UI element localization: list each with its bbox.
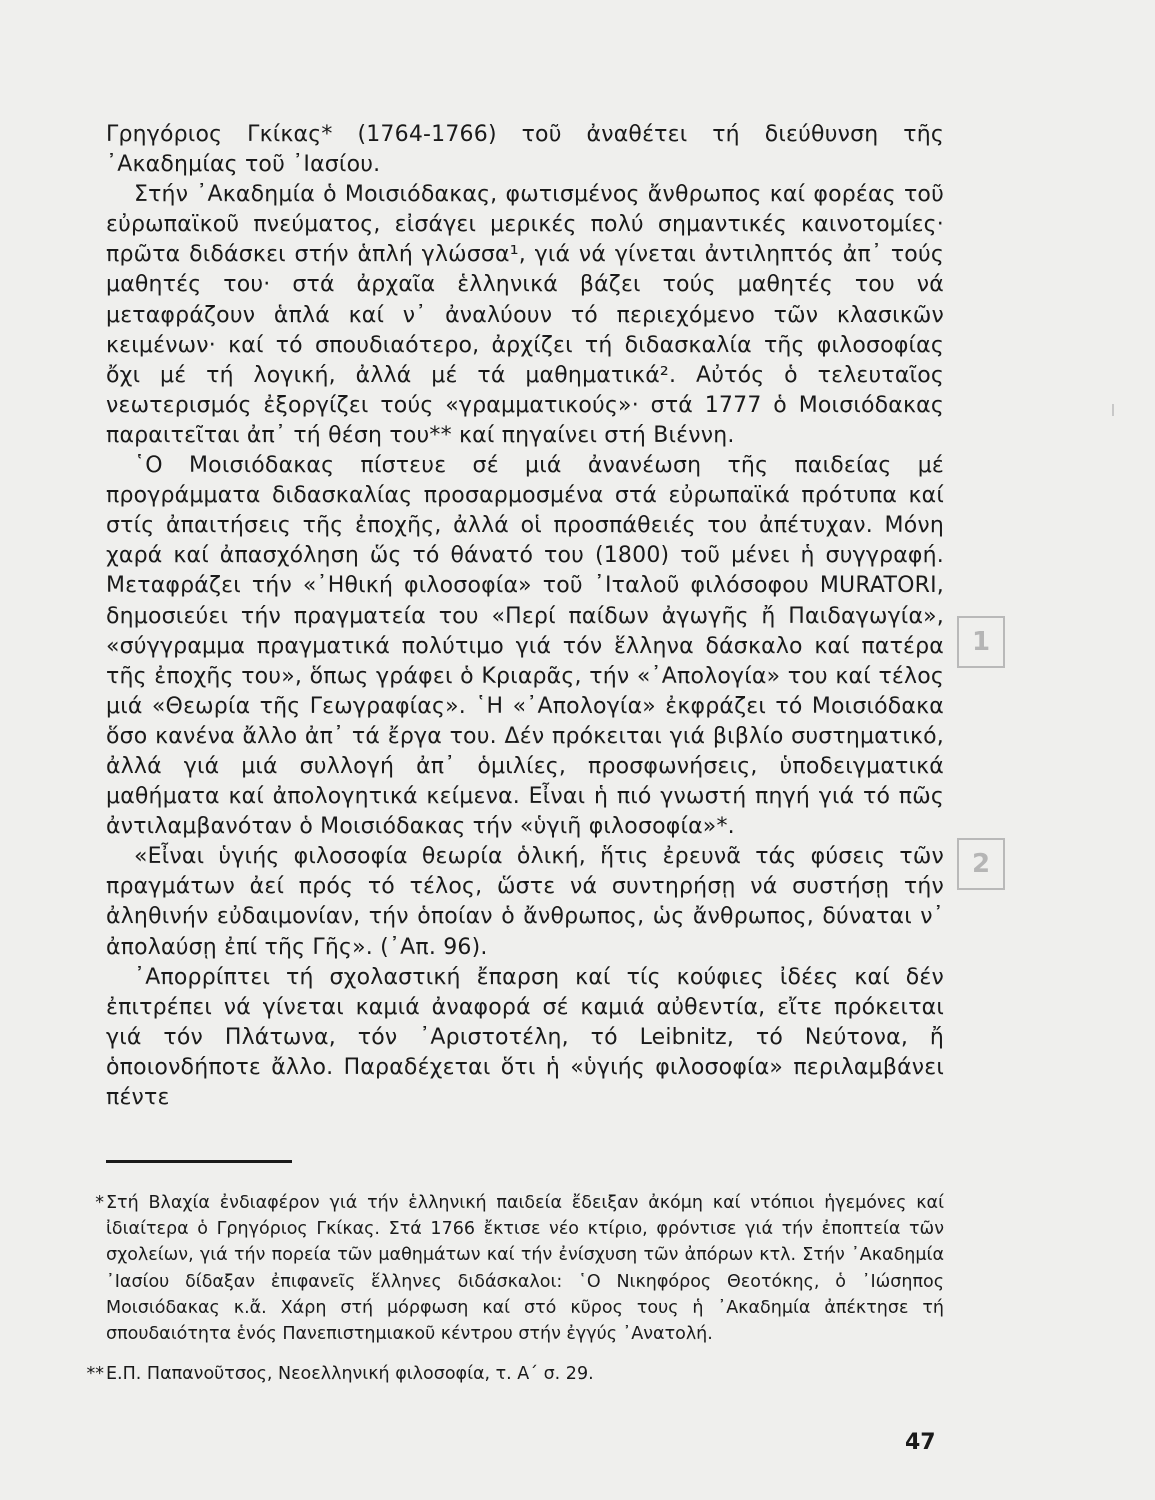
footnote-mark: **: [86, 1364, 104, 1385]
paragraph-3: ῾Ο Μοισιόδακας πίστευε σέ μιά ἀνανέωση τῆς παιδείας μέ προγράμματα διδασκαλίας προσαρμοσμένα στά εὐρωπαϊκά πρότυπα καί στίς ἀπαιτήσεις τῆς ἐποχῆς, ἀλλά οἱ προσπάθειές του ἀπέτυχαν. Μόνη χαρά καί ἀπασχόληση ὥς τό θάνατό του (1800) τοῦ μένει ἡ συγγραφή. Μεταφράζει τήν «᾿Ηθική φιλοσοφία» τοῦ ᾿Ιταλοῦ φιλόσοφου MURATORI, δημοσιεύει τήν πραγματεία του «Περί παίδων ἀγωγῆς ἤ Παιδαγωγία», «σύγγραμμα πραγματικά πολύτιμο γιά τόν ἕλληνα δάσκαλο καί πατέρα τῆς ἐποχῆς του», ὅπως γράφει ὁ Κριαρᾶς, τήν «᾿Απολογία» του καί τέλος μιά «Θεωρία τῆς Γεωγραφίας». ῾Η «᾿Απολογία» ἐκφράζει τό Μοισιόδακα ὅσο κανένα ἄλλο ἀπ᾿ τά ἔργα του. Δέν πρόκειται γιά βιβλίο συστηματικό, ἀλλά γιά μιά συλλογή ἀπ᾿ ὁμιλίες, προσφωνήσεις, ὑποδειγματικά μαθήματα καί ἀπολογητικά κείμενα. Εἶναι ἡ πιό γνωστή πηγή γιά τό πῶς ἀντιλαμβανόταν ὁ Μοισιόδακας τήν «ὑγιῆ φιλοσοφία»*.: [106, 453, 944, 840]
footnote-mark: *: [95, 1193, 104, 1213]
paragraph-2: Στήν ᾿Ακαδημία ὁ Μοισιόδακας, φωτισμένος ἄνθρωπος καί φορέας τοῦ εὐρωπαϊκοῦ πνεύματος, εἰσάγει μερικές πολύ σημαντικές καινοτομίες· πρῶτα διδάσκει στήν ἁπλή γλώσσα¹, γιά νά γίνεται ἀντιληπτός ἀπ᾿ τούς μαθητές του· στά ἀρχαῖα ἑλληνικά βάζει τούς μαθητές του νά μεταφράζουν ἁπλά καί ν᾿ ἀναλύουν τό περιεχόμενο τῶν κλασικῶν κειμένων· καί τό σπουδιαότερο, ἀρχίζει τή διδασκαλία τῆς φιλοσοφίας ὄχι μέ τή λογική, ἀλλά μέ τά μαθηματικά². Αὐτός ὁ τελευταῖος νεωτερισμός ἐξοργίζει τούς «γραμματικούς»· στά 1777 ὁ Μοισιόδακας παραιτεῖται ἀπ᾿ τή θέση του** καί πηγαίνει στή Βιέννη.: [106, 182, 944, 448]
footnote: [86, 1361, 944, 1387]
paragraph-5: ᾿Απορρίπτει τή σχολαστική ἔπαρση καί τίς κούφιες ἰδέες καί δέν ἐπιτρέπει νά γίνεται καμιά ἀναφορά σέ καμιά αὐθεντία, εἴτε πρόκειται γιά τόν Πλάτωνα, τόν ᾿Αριστοτέλη, τό Leibnitz, τό Νεύτονα, ἤ ὁποιονδήποτε ἄλλο. Παραδέχεται ὅτι ἡ «ὑγιής φιλοσοφία» περιλαμβάνει πέντε: [106, 964, 944, 1110]
page-number: 47: [905, 1430, 936, 1455]
main-text: [106, 120, 944, 1113]
paragraph-1: Γρηγόριος Γκίκας* (1764-1766) τοῦ ἀναθέτει τή διεύθυνση τῆς ᾿Ακαδημίας τοῦ ᾿Ιασίου.: [106, 122, 944, 178]
paragraph-4-quotation: «Εἶναι ὑγιής φιλοσοφία θεωρία ὁλική, ἥτις ἐρευνᾶ τάς φύσεις τῶν πραγμάτων ἀεί πρός τό τέλος, ὥστε νά συντηρήσῃ νά συστήσῃ τήν ἀληθινήν εὐδαιμονίαν, τήν ὁποίαν ὁ ἄνθρωπος, ὡς ἄνθρωπος, δύναται ν᾿ ἀπολαύσῃ ἐπί τῆς Γῆς». (᾿Απ. 96).: [106, 844, 944, 960]
footnotes: [86, 1190, 944, 1387]
footnote-separator: [106, 1160, 292, 1163]
footnote-text: Στή Βλαχία ἐνδιαφέρον γιά τήν ἑλληνική παιδεία ἔδειξαν ἀκόμη καί ντόπιοι ἡγεμόνες καί ἰδιαίτερα ὁ Γρηγόριος Γκίκας. Στά 1766 ἔκτισε νέο κτίριο, φρόντισε γιά τήν ἐποπτεία τῶν σχολείων, γιά τήν πορεία τῶν μαθημάτων καί τήν ἐνίσχυση τῶν ἀπόρων κτλ. Στήν ᾿Ακαδημία ᾿Ιασίου δίδαξαν ἐπιφανεῖς ἕλληνες διδάσκαλοι: ῾Ο Νικηφόρος Θεοτόκης, ὁ ᾿Ιώσηπος Μοισιόδακας κ.ἄ. Χάρη στή μόρφωση καί στό κῦρος τους ἡ ᾿Ακαδημία ἀπέκτησε τή σπουδαιότητα ἑνός Πανεπιστημιακοῦ κέντρου στήν ἐγγύς ᾿Ανατολή.: [106, 1193, 944, 1345]
footnote-text: Ε.Π. Παπανοῦτσος, Νεοελληνική φιλοσοφία, τ. Α΄ σ. 29.: [106, 1364, 594, 1385]
margin-marker-2: 2: [957, 838, 1005, 890]
margin-tick: [1112, 404, 1114, 416]
footnote: [95, 1190, 944, 1347]
margin-marker-1: 1: [957, 616, 1005, 668]
